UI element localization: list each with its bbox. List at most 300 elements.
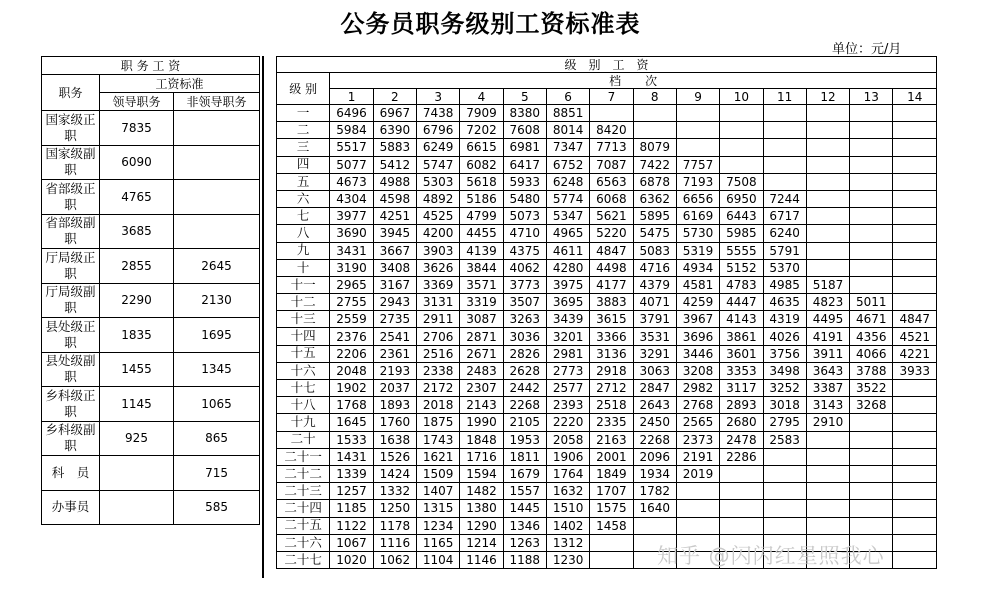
- leader-salary: 1835: [100, 318, 174, 353]
- grade-salary-cell: [763, 122, 806, 139]
- nonleader-salary: 865: [174, 421, 260, 456]
- grade-salary-cell: 3933: [893, 362, 937, 379]
- grade-salary-cell: [676, 105, 719, 122]
- grade-salary-cell: 2373: [676, 431, 719, 448]
- grade-salary-cell: 4447: [720, 294, 763, 311]
- grade-salary-cell: 4716: [633, 259, 676, 276]
- grade-salary-table: [276, 56, 937, 569]
- grade-label: 二十一: [277, 448, 330, 465]
- position-name: 国家级副 职: [42, 145, 100, 180]
- grade-salary-cell: 4525: [417, 208, 460, 225]
- grade-salary-cell: [763, 465, 806, 482]
- grade-salary-cell: 7422: [633, 156, 676, 173]
- grade-row: [277, 397, 937, 414]
- position-column-header: 职务: [42, 75, 100, 111]
- leader-salary: 7835: [100, 111, 174, 146]
- grade-salary-cell: 3252: [763, 380, 806, 397]
- grade-row: [277, 448, 937, 465]
- grade-salary-cell: 4455: [460, 225, 503, 242]
- step-number: 8: [633, 89, 676, 105]
- grade-row: [277, 173, 937, 190]
- grade-salary-cell: 1178: [373, 517, 416, 534]
- grade-salary-cell: 2541: [373, 328, 416, 345]
- grade-label: 二十七: [277, 551, 330, 568]
- grade-salary-cell: 4710: [503, 225, 546, 242]
- grade-label: 十七: [277, 380, 330, 397]
- grade-salary-cell: 4143: [720, 311, 763, 328]
- grade-salary-cell: [893, 431, 937, 448]
- step-number: 7: [590, 89, 633, 105]
- grade-salary-cell: 6417: [503, 156, 546, 173]
- grade-salary-cell: 2847: [633, 380, 676, 397]
- step-number: 14: [893, 89, 937, 105]
- step-number: 2: [373, 89, 416, 105]
- grade-salary-cell: 3883: [590, 294, 633, 311]
- grade-salary-cell: 2483: [460, 362, 503, 379]
- grade-salary-cell: 1431: [330, 448, 373, 465]
- grade-salary-cell: 4847: [893, 311, 937, 328]
- grade-salary-cell: [893, 173, 937, 190]
- grade-salary-cell: 1640: [633, 500, 676, 517]
- nonleader-salary: [174, 180, 260, 215]
- grade-row: [277, 122, 937, 139]
- grade-label: 九: [277, 242, 330, 259]
- grade-salary-cell: 5077: [330, 156, 373, 173]
- grade-label: 三: [277, 139, 330, 156]
- leader-column-header: 领导职务: [100, 93, 174, 111]
- grade-salary-cell: 5011: [850, 294, 893, 311]
- grade-salary-cell: 2516: [417, 345, 460, 362]
- position-row: [42, 214, 260, 249]
- grade-salary-cell: 5933: [503, 173, 546, 190]
- grade-salary-cell: 1645: [330, 414, 373, 431]
- grade-salary-cell: 3844: [460, 259, 503, 276]
- grade-salary-cell: 8079: [633, 139, 676, 156]
- grade-salary-cell: 2826: [503, 345, 546, 362]
- grade-salary-cell: 1234: [417, 517, 460, 534]
- grade-salary-cell: 1250: [373, 500, 416, 517]
- grade-salary-cell: 3201: [546, 328, 589, 345]
- grade-salary-cell: 6249: [417, 139, 460, 156]
- grade-salary-cell: 5480: [503, 190, 546, 207]
- grade-salary-cell: 5984: [330, 122, 373, 139]
- grade-salary-cell: 1257: [330, 483, 373, 500]
- grade-salary-cell: [806, 156, 849, 173]
- grade-salary-cell: 6981: [503, 139, 546, 156]
- grade-salary-cell: 3695: [546, 294, 589, 311]
- position-row: [42, 352, 260, 387]
- position-row: [42, 111, 260, 146]
- grade-salary-cell: [893, 225, 937, 242]
- grade-salary-cell: [850, 431, 893, 448]
- grade-salary-cell: 4985: [763, 276, 806, 293]
- grade-salary-cell: 3366: [590, 328, 633, 345]
- grade-salary-cell: 2680: [720, 414, 763, 431]
- leader-salary: [100, 490, 174, 525]
- grade-salary-cell: 3903: [417, 242, 460, 259]
- leader-salary: 3685: [100, 214, 174, 249]
- grade-salary-cell: [806, 105, 849, 122]
- grade-salary-cell: 2565: [676, 414, 719, 431]
- grade-salary-cell: 4965: [546, 225, 589, 242]
- grade-salary-cell: 2335: [590, 414, 633, 431]
- grade-salary-cell: 3615: [590, 311, 633, 328]
- leader-salary: 4765: [100, 180, 174, 215]
- grade-row: [277, 105, 937, 122]
- grade-salary-cell: 1510: [546, 500, 589, 517]
- position-name: 省部级副 职: [42, 214, 100, 249]
- grade-salary-cell: [806, 259, 849, 276]
- grade-row: [277, 190, 937, 207]
- grade-salary-cell: 1146: [460, 551, 503, 568]
- grade-salary-cell: 3861: [720, 328, 763, 345]
- grade-salary-cell: [850, 259, 893, 276]
- grade-salary-cell: [806, 500, 849, 517]
- grade-salary-cell: 4200: [417, 225, 460, 242]
- step-number: 9: [676, 89, 719, 105]
- grade-salary-cell: [893, 190, 937, 207]
- grade-label: 二十三: [277, 483, 330, 500]
- grade-salary-cell: 4498: [590, 259, 633, 276]
- grade-salary-cell: [806, 242, 849, 259]
- grade-salary-cell: [720, 517, 763, 534]
- grade-salary-cell: 5621: [590, 208, 633, 225]
- grade-salary-cell: 6878: [633, 173, 676, 190]
- grade-label: 二十六: [277, 534, 330, 551]
- grade-salary-cell: [806, 122, 849, 139]
- grade-salary-cell: [893, 242, 937, 259]
- grade-salary-cell: 3643: [806, 362, 849, 379]
- grade-label: 十: [277, 259, 330, 276]
- grade-salary-cell: [893, 465, 937, 482]
- grade-salary-cell: 6950: [720, 190, 763, 207]
- step-number: 6: [546, 89, 589, 105]
- grade-salary-cell: [806, 190, 849, 207]
- grade-salary-cell: 8851: [546, 105, 589, 122]
- grade-salary-cell: 7202: [460, 122, 503, 139]
- grade-salary-cell: 1557: [503, 483, 546, 500]
- grade-salary-cell: 4847: [590, 242, 633, 259]
- grade-salary-cell: [806, 448, 849, 465]
- grade-salary-cell: 2773: [546, 362, 589, 379]
- grade-salary-cell: 1934: [633, 465, 676, 482]
- grade-salary-cell: [806, 431, 849, 448]
- grade-label: 一: [277, 105, 330, 122]
- grade-salary-cell: 1893: [373, 397, 416, 414]
- grade-salary-cell: 3446: [676, 345, 719, 362]
- grade-salary-cell: 5412: [373, 156, 416, 173]
- grade-label: 十四: [277, 328, 330, 345]
- nonleader-salary: [174, 214, 260, 249]
- grade-salary-cell: 2268: [503, 397, 546, 414]
- grade-salary-cell: 2172: [417, 380, 460, 397]
- grade-salary-cell: 3977: [330, 208, 373, 225]
- grade-salary-cell: [850, 122, 893, 139]
- grade-salary-cell: 7193: [676, 173, 719, 190]
- grade-salary-cell: [676, 139, 719, 156]
- grade-salary-header: 级 别 工 资: [277, 57, 937, 73]
- grade-salary-cell: 5883: [373, 139, 416, 156]
- grade-salary-cell: [720, 465, 763, 482]
- nonleader-salary: 1345: [174, 352, 260, 387]
- grade-salary-cell: [763, 156, 806, 173]
- grade-salary-cell: 4892: [417, 190, 460, 207]
- grade-salary-cell: 1290: [460, 517, 503, 534]
- grade-salary-cell: 2795: [763, 414, 806, 431]
- grade-salary-cell: 5186: [460, 190, 503, 207]
- grade-label: 八: [277, 225, 330, 242]
- grade-salary-cell: 1953: [503, 431, 546, 448]
- leader-salary: [100, 456, 174, 491]
- nonleader-salary: 1695: [174, 318, 260, 353]
- grade-salary-cell: 3601: [720, 345, 763, 362]
- grade-salary-cell: 3369: [417, 276, 460, 293]
- grade-salary-cell: 3439: [546, 311, 589, 328]
- grade-salary-cell: [850, 448, 893, 465]
- grade-row: [277, 483, 937, 500]
- grade-salary-cell: [893, 500, 937, 517]
- nonleader-salary: [174, 111, 260, 146]
- grade-label: 五: [277, 173, 330, 190]
- leader-salary: 925: [100, 421, 174, 456]
- grade-salary-cell: 4581: [676, 276, 719, 293]
- grade-salary-cell: 7508: [720, 173, 763, 190]
- grade-salary-cell: 2163: [590, 431, 633, 448]
- unit-label: 单位：元/月: [832, 42, 902, 57]
- grade-salary-cell: 2191: [676, 448, 719, 465]
- grade-salary-cell: 2577: [546, 380, 589, 397]
- grade-salary-cell: 1764: [546, 465, 589, 482]
- grade-salary-cell: 7757: [676, 156, 719, 173]
- grade-salary-cell: 4026: [763, 328, 806, 345]
- grade-salary-cell: 1230: [546, 551, 589, 568]
- grade-salary-cell: 2058: [546, 431, 589, 448]
- nonleader-salary: 585: [174, 490, 260, 525]
- grade-salary-cell: [720, 156, 763, 173]
- grade-salary-cell: [893, 156, 937, 173]
- grade-salary-cell: 3788: [850, 362, 893, 379]
- grade-salary-cell: 5555: [720, 242, 763, 259]
- grade-salary-cell: 1312: [546, 534, 589, 551]
- grade-salary-cell: 1902: [330, 380, 373, 397]
- grade-salary-cell: 2583: [763, 431, 806, 448]
- grade-salary-cell: 1906: [546, 448, 589, 465]
- grade-salary-cell: 2735: [373, 311, 416, 328]
- grade-salary-cell: 1062: [373, 551, 416, 568]
- grade-salary-cell: 1594: [460, 465, 503, 482]
- grade-salary-cell: [806, 465, 849, 482]
- grade-salary-cell: [850, 208, 893, 225]
- grade-salary-cell: 2918: [590, 362, 633, 379]
- grade-salary-cell: 4673: [330, 173, 373, 190]
- grade-salary-cell: [806, 225, 849, 242]
- grade-salary-cell: 4611: [546, 242, 589, 259]
- grade-row: [277, 414, 937, 431]
- grade-salary-cell: 1990: [460, 414, 503, 431]
- grade-salary-cell: 2893: [720, 397, 763, 414]
- grade-salary-cell: 1407: [417, 483, 460, 500]
- nonleader-salary: 2645: [174, 249, 260, 284]
- grade-salary-cell: [763, 139, 806, 156]
- step-number: 3: [417, 89, 460, 105]
- grade-salary-cell: 2019: [676, 465, 719, 482]
- step-number: 12: [806, 89, 849, 105]
- grade-salary-cell: [893, 294, 937, 311]
- grade-row: [277, 380, 937, 397]
- grade-salary-cell: [806, 517, 849, 534]
- grade-salary-cell: 7713: [590, 139, 633, 156]
- grade-salary-cell: 2911: [417, 311, 460, 328]
- grade-salary-cell: 2768: [676, 397, 719, 414]
- grade-salary-cell: 2442: [503, 380, 546, 397]
- grade-salary-cell: 2220: [546, 414, 589, 431]
- position-name: 厅局级副 职: [42, 283, 100, 318]
- grade-salary-cell: 6967: [373, 105, 416, 122]
- grade-salary-cell: 1875: [417, 414, 460, 431]
- grade-salary-cell: [763, 500, 806, 517]
- grade-salary-cell: [850, 517, 893, 534]
- grade-salary-cell: 3756: [763, 345, 806, 362]
- grade-salary-cell: 2037: [373, 380, 416, 397]
- grade-salary-cell: 1638: [373, 431, 416, 448]
- grade-salary-cell: 3208: [676, 362, 719, 379]
- grade-salary-cell: 7608: [503, 122, 546, 139]
- grade-salary-cell: 1067: [330, 534, 373, 551]
- grade-label: 二十四: [277, 500, 330, 517]
- position-name: 科 员: [42, 456, 100, 491]
- grade-label: 十五: [277, 345, 330, 362]
- grade-salary-cell: 2671: [460, 345, 503, 362]
- grade-row: [277, 208, 937, 225]
- position-row: [42, 387, 260, 422]
- grade-salary-cell: [893, 483, 937, 500]
- position-row: [42, 249, 260, 284]
- grade-salary-cell: 3945: [373, 225, 416, 242]
- grade-salary-cell: 1445: [503, 500, 546, 517]
- grade-salary-cell: 4177: [590, 276, 633, 293]
- grade-salary-cell: 1104: [417, 551, 460, 568]
- grade-salary-cell: 5319: [676, 242, 719, 259]
- grade-salary-cell: [893, 122, 937, 139]
- grade-salary-cell: 4191: [806, 328, 849, 345]
- grade-salary-cell: 3911: [806, 345, 849, 362]
- grade-salary-cell: 4139: [460, 242, 503, 259]
- grade-salary-cell: 2965: [330, 276, 373, 293]
- grade-salary-cell: 2143: [460, 397, 503, 414]
- grade-salary-cell: 3498: [763, 362, 806, 379]
- grade-salary-cell: 2910: [806, 414, 849, 431]
- grade-salary-cell: 1526: [373, 448, 416, 465]
- grade-row: [277, 431, 937, 448]
- position-row: [42, 180, 260, 215]
- step-number: 13: [850, 89, 893, 105]
- grade-salary-cell: [893, 208, 937, 225]
- position-name: 办事员: [42, 490, 100, 525]
- grade-salary-cell: 1020: [330, 551, 373, 568]
- grade-salary-cell: 6082: [460, 156, 503, 173]
- grade-row: [277, 328, 937, 345]
- grade-salary-cell: [850, 242, 893, 259]
- grade-salary-cell: 3087: [460, 311, 503, 328]
- grade-salary-cell: [850, 190, 893, 207]
- grade-salary-cell: 1849: [590, 465, 633, 482]
- grade-salary-cell: [590, 534, 633, 551]
- grade-salary-cell: 5347: [546, 208, 589, 225]
- grade-salary-cell: 6717: [763, 208, 806, 225]
- grade-salary-cell: 3975: [546, 276, 589, 293]
- grade-salary-cell: [763, 517, 806, 534]
- grade-row: [277, 517, 937, 534]
- grade-salary-cell: 6496: [330, 105, 373, 122]
- grade-label: 十九: [277, 414, 330, 431]
- leader-salary: 2290: [100, 283, 174, 318]
- grade-row: [277, 465, 937, 482]
- grade-salary-cell: 2982: [676, 380, 719, 397]
- grade-salary-cell: 4379: [633, 276, 676, 293]
- step-number: 1: [330, 89, 373, 105]
- grade-salary-cell: 1116: [373, 534, 416, 551]
- grade-row: [277, 311, 937, 328]
- grade-salary-cell: 5618: [460, 173, 503, 190]
- position-row: [42, 490, 260, 525]
- grade-salary-cell: 8380: [503, 105, 546, 122]
- grade-label: 二: [277, 122, 330, 139]
- grade-salary-cell: 4221: [893, 345, 937, 362]
- watermark: 知乎 @闪闪红星照我心: [657, 544, 885, 568]
- grade-salary-cell: 5152: [720, 259, 763, 276]
- grade-salary-cell: 3571: [460, 276, 503, 293]
- grade-salary-cell: [893, 414, 937, 431]
- grade-salary-cell: [850, 414, 893, 431]
- grade-salary-cell: 3773: [503, 276, 546, 293]
- position-row: [42, 318, 260, 353]
- grade-salary-cell: 2286: [720, 448, 763, 465]
- grade-salary-cell: [893, 551, 937, 568]
- grade-salary-cell: 1188: [503, 551, 546, 568]
- grade-salary-cell: 1679: [503, 465, 546, 482]
- grade-salary-cell: 2048: [330, 362, 373, 379]
- grade-salary-cell: 3268: [850, 397, 893, 414]
- grade-salary-cell: [720, 122, 763, 139]
- grade-salary-cell: 3018: [763, 397, 806, 414]
- grade-salary-cell: 2643: [633, 397, 676, 414]
- position-name: 乡科级正 职: [42, 387, 100, 422]
- grade-row: [277, 276, 937, 293]
- grade-salary-cell: [720, 483, 763, 500]
- position-name: 国家级正 职: [42, 111, 100, 146]
- grade-salary-cell: 5517: [330, 139, 373, 156]
- position-row: [42, 421, 260, 456]
- grade-salary-cell: [676, 500, 719, 517]
- grade-salary-cell: 1848: [460, 431, 503, 448]
- grade-salary-cell: 6443: [720, 208, 763, 225]
- grade-salary-cell: 5370: [763, 259, 806, 276]
- grade-salary-cell: 2376: [330, 328, 373, 345]
- grade-salary-cell: 7909: [460, 105, 503, 122]
- grade-salary-cell: 2096: [633, 448, 676, 465]
- position-name: 县处级正 职: [42, 318, 100, 353]
- grade-salary-cell: 3626: [417, 259, 460, 276]
- grade-salary-cell: 4823: [806, 294, 849, 311]
- grade-salary-cell: 6796: [417, 122, 460, 139]
- grade-label: 十六: [277, 362, 330, 379]
- grade-salary-cell: 6752: [546, 156, 589, 173]
- grade-salary-cell: 3696: [676, 328, 719, 345]
- grade-salary-cell: 5747: [417, 156, 460, 173]
- grade-salary-cell: 4783: [720, 276, 763, 293]
- grade-salary-cell: [676, 517, 719, 534]
- grade-salary-cell: 4259: [676, 294, 719, 311]
